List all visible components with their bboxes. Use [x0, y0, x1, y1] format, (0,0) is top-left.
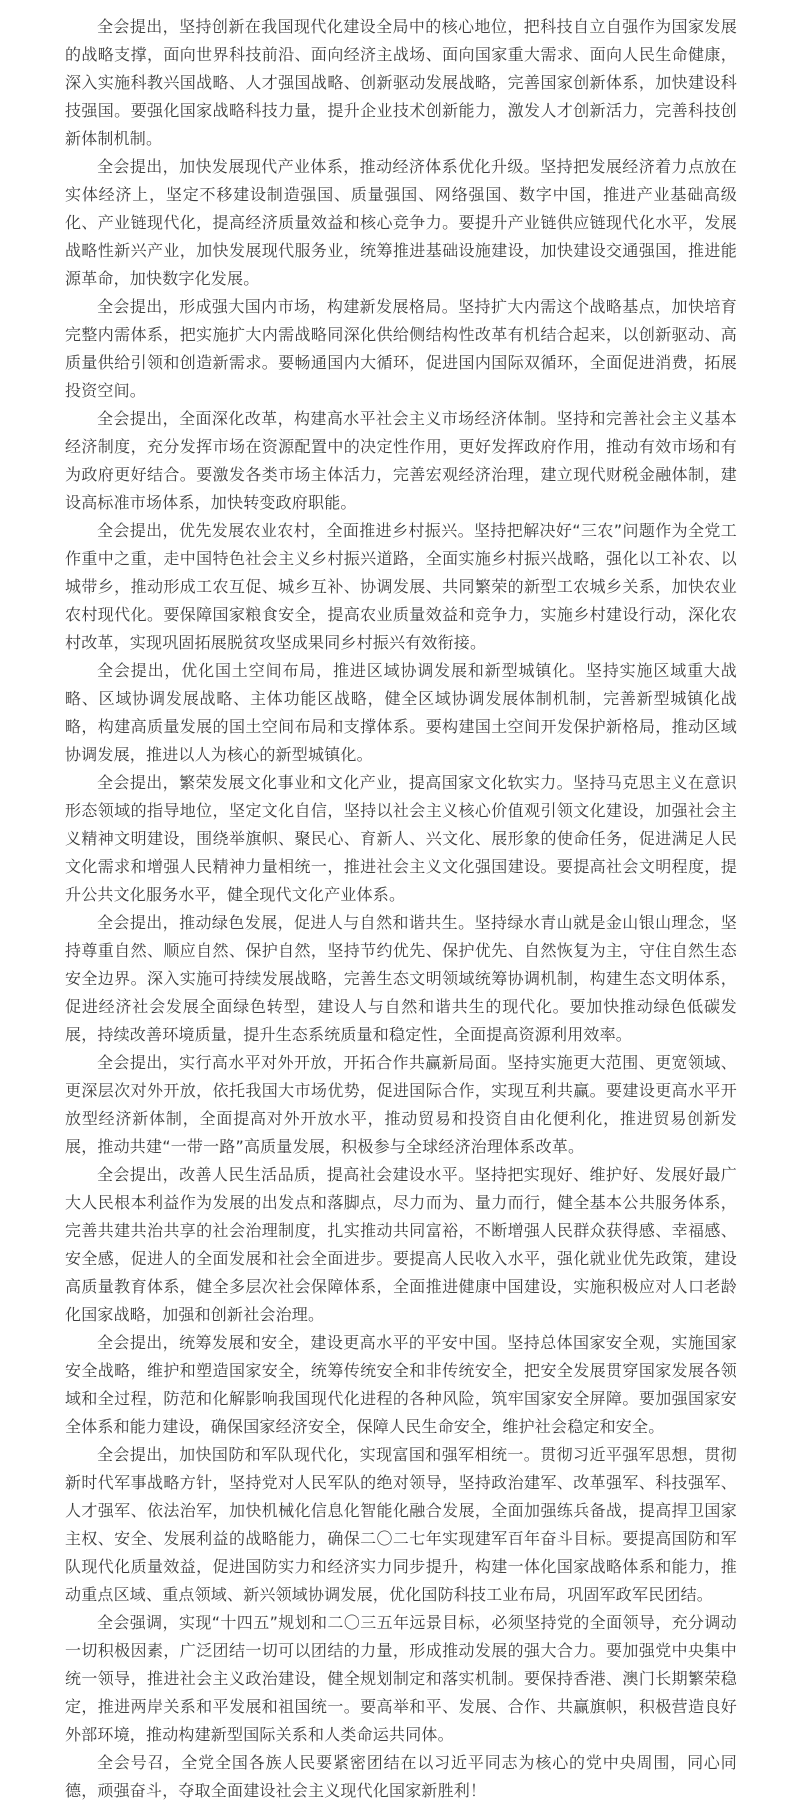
paragraph: 全会提出，实行高水平对外开放，开拓合作共赢新局面。坚持实施更大范围、更宽领域、更深层次对外开放，依托我国大市场优势，促进国际合作，实现互利共赢。要建设更高水平开放型经济新体制，全面提高对外开放水平，推动贸易和投资自由化便利化，推进贸易创新发展，推动共建“一带一路”高质量发展，积极参与全球经济治理体系改革。	[65, 1053, 737, 1156]
paragraph: 全会提出，繁荣发展文化事业和文化产业，提高国家文化软实力。坚持马克思主义在意识形态领域的指导地位，坚定文化自信，坚持以社会主义核心价值观引领文化建设，加强社会主义精神文明建设，围绕举旗帜、聚民心、育新人、兴文化、展形象的使命任务，促进满足人民文化需求和增强人民精神力量相统一，推进社会主义文化强国建设。要提高社会文明程度，提升公共文化服务水平，健全现代文化产业体系。	[65, 773, 737, 904]
paragraph: 全会提出，优化国土空间布局，推进区域协调发展和新型城镇化。坚持实施区域重大战略、区域协调发展战略、主体功能区战略，健全区域协调发展体制机制，完善新型城镇化战略，构建高质量发展的国土空间布局和支撑体系。要构建国土空间开发保护新格局，推动区域协调发展，推进以人为核心的新型城镇化。	[65, 661, 737, 764]
paragraph: 全会提出，改善人民生活品质，提高社会建设水平。坚持把实现好、维护好、发展好最广大人民根本利益作为发展的出发点和落脚点，尽力而为、量力而行，健全基本公共服务体系，完善共建共治共享的社会治理制度，扎实推动共同富裕，不断增强人民群众获得感、幸福感、安全感，促进人的全面发展和社会全面进步。要提高人民收入水平，强化就业优先政策，建设高质量教育体系，健全多层次社会保障体系，全面推进健康中国建设，实施积极应对人口老龄化国家战略，加强和创新社会治理。	[65, 1165, 737, 1324]
paragraph: 全会强调，实现“十四五”规划和二〇三五年远景目标，必须坚持党的全面领导，充分调动一切积极因素，广泛团结一切可以团结的力量，形成推动发展的强大合力。要加强党中央集中统一领导，推进社会主义政治建设，健全规划制定和落实机制。要保持香港、澳门长期繁荣稳定，推进两岸关系和平发展和祖国统一。要高举和平、发展、合作、共赢旗帜，积极营造良好外部环境，推动构建新型国际关系和人类命运共同体。	[65, 1613, 737, 1744]
paragraph: 全会号召，全党全国各族人民要紧密团结在以习近平同志为核心的党中央周围，同心同德，顽强奋斗，夺取全面建设社会主义现代化国家新胜利！	[65, 1753, 737, 1800]
paragraph: 全会提出，推动绿色发展，促进人与自然和谐共生。坚持绿水青山就是金山银山理念，坚持尊重自然、顺应自然、保护自然，坚持节约优先、保护优先、自然恢复为主，守住自然生态安全边界。深入实施可持续发展战略，完善生态文明领域统筹协调机制，构建生态文明体系，促进经济社会发展全面绿色转型，建设人与自然和谐共生的现代化。要加快推动绿色低碳发展，持续改善环境质量，提升生态系统质量和稳定性，全面提高资源利用效率。	[65, 913, 737, 1044]
paragraph: 全会提出，统筹发展和安全，建设更高水平的平安中国。坚持总体国家安全观，实施国家安全战略，维护和塑造国家安全，统筹传统安全和非传统安全，把安全发展贯穿国家发展各领域和全过程，防范和化解影响我国现代化进程的各种风险，筑牢国家安全屏障。要加强国家安全体系和能力建设，确保国家经济安全，保障人民生命安全，维护社会稳定和安全。	[65, 1333, 737, 1436]
paragraph: 全会提出，优先发展农业农村，全面推进乡村振兴。坚持把解决好“三农”问题作为全党工作重中之重，走中国特色社会主义乡村振兴道路，全面实施乡村振兴战略，强化以工补农、以城带乡，推动形成工农互促、城乡互补、协调发展、共同繁荣的新型工农城乡关系，加快农业农村现代化。要保障国家粮食安全，提高农业质量效益和竞争力，实施乡村建设行动，深化农村改革，实现巩固拓展脱贫攻坚成果同乡村振兴有效衔接。	[65, 521, 737, 652]
paragraph: 全会提出，全面深化改革，构建高水平社会主义市场经济体制。坚持和完善社会主义基本经济制度，充分发挥市场在资源配置中的决定性作用，更好发挥政府作用，推动有效市场和有为政府更好结合。要激发各类市场主体活力，完善宏观经济治理，建立现代财税金融体制，建设高标准市场体系，加快转变政府职能。	[65, 409, 737, 512]
paragraph: 全会提出，形成强大国内市场，构建新发展格局。坚持扩大内需这个战略基点，加快培育完整内需体系，把实施扩大内需战略同深化供给侧结构性改革有机结合起来，以创新驱动、高质量供给引领和创造新需求。要畅通国内大循环，促进国内国际双循环，全面促进消费，拓展投资空间。	[65, 297, 737, 400]
paragraph: 全会提出，坚持创新在我国现代化建设全局中的核心地位，把科技自立自强作为国家发展的战略支撑，面向世界科技前沿、面向经济主战场、面向国家重大需求、面向人民生命健康，深入实施科教兴国战略、人才强国战略、创新驱动发展战略，完善国家创新体系，加快建设科技强国。要强化国家战略科技力量，提升企业技术创新能力，激发人才创新活力，完善科技创新体制机制。	[65, 17, 737, 148]
paragraph: 全会提出，加快国防和军队现代化，实现富国和强军相统一。贯彻习近平强军思想，贯彻新时代军事战略方针，坚持党对人民军队的绝对领导，坚持政治建军、改革强军、科技强军、人才强军、依法治军，加快机械化信息化智能化融合发展，全面加强练兵备战，提高捍卫国家主权、安全、发展利益的战略能力，确保二〇二七年实现建军百年奋斗目标。要提高国防和军队现代化质量效益，促进国防实力和经济实力同步提升，构建一体化国家战略体系和能力，推动重点区域、重点领域、新兴领域协调发展，优化国防科技工业布局，巩固军政军民团结。	[65, 1445, 737, 1604]
paragraph: 全会提出，加快发展现代产业体系，推动经济体系优化升级。坚持把发展经济着力点放在实体经济上，坚定不移建设制造强国、质量强国、网络强国、数字中国，推进产业基础高级化、产业链现代化，提高经济质量效益和核心竞争力。要提升产业链供应链现代化水平，发展战略性新兴产业，加快发展现代服务业，统筹推进基础设施建设，加快建设交通强国，推进能源革命，加快数字化发展。	[65, 157, 737, 288]
